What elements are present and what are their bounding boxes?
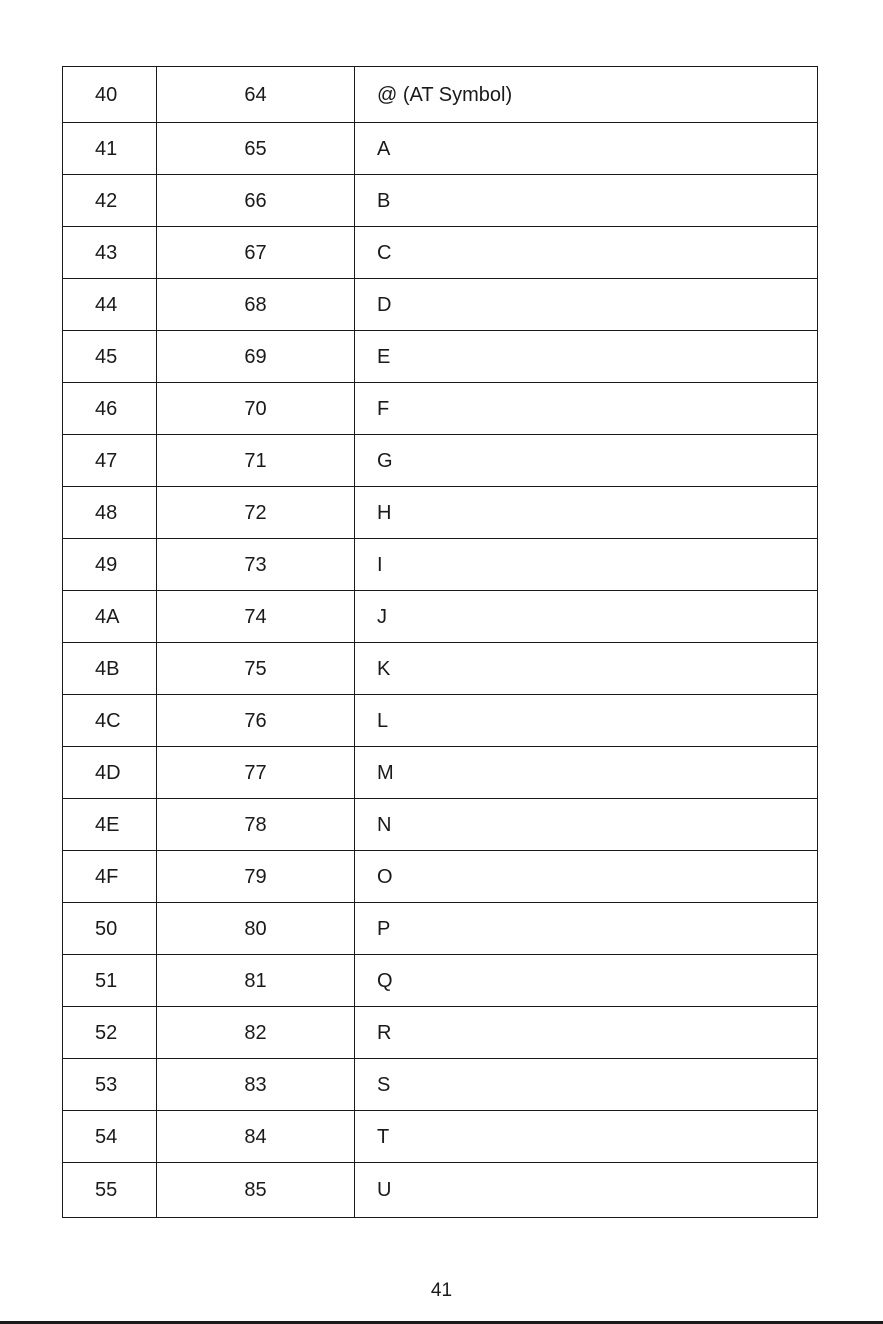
hex-code-cell: 49 — [63, 539, 157, 591]
hex-code-cell: 50 — [63, 903, 157, 955]
character-cell: I — [355, 539, 818, 591]
decimal-code-cell: 83 — [157, 1059, 355, 1111]
character-cell: U — [355, 1163, 818, 1218]
hex-code-cell: 42 — [63, 175, 157, 227]
character-cell: K — [355, 643, 818, 695]
table-row — [63, 799, 818, 851]
table-row — [63, 487, 818, 539]
table-row — [63, 175, 818, 227]
hex-code-cell: 47 — [63, 435, 157, 487]
table-row — [63, 67, 818, 123]
hex-code-cell: 55 — [63, 1163, 157, 1218]
character-cell: N — [355, 799, 818, 851]
ascii-table-body — [63, 67, 818, 1218]
hex-code-cell: 40 — [63, 67, 157, 123]
character-cell: B — [355, 175, 818, 227]
table-row — [63, 1059, 818, 1111]
table-row — [63, 123, 818, 175]
hex-code-cell: 4A — [63, 591, 157, 643]
character-cell: C — [355, 227, 818, 279]
hex-code-cell: 4C — [63, 695, 157, 747]
table-row — [63, 331, 818, 383]
character-cell: E — [355, 331, 818, 383]
decimal-code-cell: 80 — [157, 903, 355, 955]
table-row — [63, 643, 818, 695]
character-cell: O — [355, 851, 818, 903]
table-row — [63, 903, 818, 955]
decimal-code-cell: 69 — [157, 331, 355, 383]
decimal-code-cell: 79 — [157, 851, 355, 903]
hex-code-cell: 48 — [63, 487, 157, 539]
table-row — [63, 1111, 818, 1163]
table-row — [63, 1163, 818, 1218]
character-cell: R — [355, 1007, 818, 1059]
table-row — [63, 955, 818, 1007]
hex-code-cell: 44 — [63, 279, 157, 331]
table-row — [63, 227, 818, 279]
character-cell: A — [355, 123, 818, 175]
decimal-code-cell: 68 — [157, 279, 355, 331]
character-cell: G — [355, 435, 818, 487]
decimal-code-cell: 67 — [157, 227, 355, 279]
character-cell: @ (AT Symbol) — [355, 67, 818, 123]
decimal-code-cell: 84 — [157, 1111, 355, 1163]
decimal-code-cell: 82 — [157, 1007, 355, 1059]
hex-code-cell: 4F — [63, 851, 157, 903]
table-row — [63, 851, 818, 903]
decimal-code-cell: 81 — [157, 955, 355, 1007]
table-row — [63, 1007, 818, 1059]
hex-code-cell: 46 — [63, 383, 157, 435]
decimal-code-cell: 71 — [157, 435, 355, 487]
character-cell: Q — [355, 955, 818, 1007]
decimal-code-cell: 72 — [157, 487, 355, 539]
table-row — [63, 695, 818, 747]
hex-code-cell: 43 — [63, 227, 157, 279]
hex-code-cell: 41 — [63, 123, 157, 175]
decimal-code-cell: 70 — [157, 383, 355, 435]
decimal-code-cell: 78 — [157, 799, 355, 851]
character-cell: M — [355, 747, 818, 799]
decimal-code-cell: 75 — [157, 643, 355, 695]
hex-code-cell: 51 — [63, 955, 157, 1007]
hex-code-cell: 54 — [63, 1111, 157, 1163]
character-cell: T — [355, 1111, 818, 1163]
table-row — [63, 383, 818, 435]
page-number: 41 — [430, 1280, 453, 1301]
hex-code-cell: 4E — [63, 799, 157, 851]
table-row — [63, 747, 818, 799]
decimal-code-cell: 66 — [157, 175, 355, 227]
decimal-code-cell: 85 — [157, 1163, 355, 1218]
character-cell: J — [355, 591, 818, 643]
hex-code-cell: 45 — [63, 331, 157, 383]
decimal-code-cell: 65 — [157, 123, 355, 175]
character-cell: S — [355, 1059, 818, 1111]
character-cell: P — [355, 903, 818, 955]
decimal-code-cell: 76 — [157, 695, 355, 747]
decimal-code-cell: 64 — [157, 67, 355, 123]
table-row — [63, 591, 818, 643]
decimal-code-cell: 74 — [157, 591, 355, 643]
ascii-code-table — [62, 66, 818, 1218]
character-cell: H — [355, 487, 818, 539]
hex-code-cell: 4B — [63, 643, 157, 695]
table-row — [63, 539, 818, 591]
character-cell: F — [355, 383, 818, 435]
character-cell: L — [355, 695, 818, 747]
hex-code-cell: 4D — [63, 747, 157, 799]
hex-code-cell: 52 — [63, 1007, 157, 1059]
decimal-code-cell: 77 — [157, 747, 355, 799]
decimal-code-cell: 73 — [157, 539, 355, 591]
table-row — [63, 279, 818, 331]
hex-code-cell: 53 — [63, 1059, 157, 1111]
table-row — [63, 435, 818, 487]
character-cell: D — [355, 279, 818, 331]
